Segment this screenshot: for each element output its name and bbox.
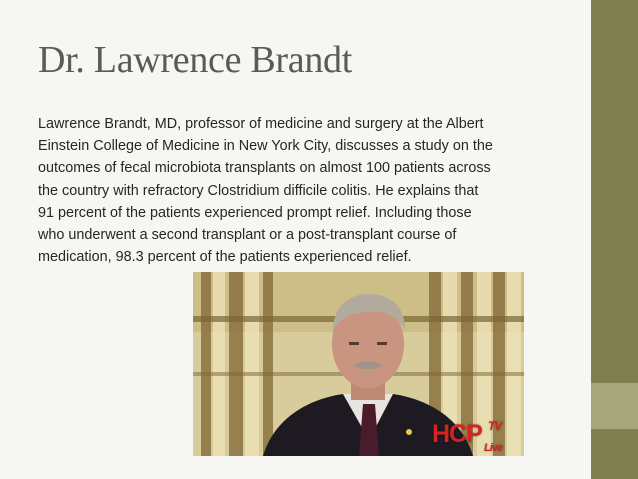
slide-title: Dr. Lawrence Brandt xyxy=(38,39,352,81)
slide-body-text xyxy=(38,113,568,268)
logo-tv-text: TV xyxy=(488,419,502,433)
logo-main-text: HCP xyxy=(432,420,482,448)
body-line: Einstein College of Medicine in New York City, discusses a study on the xyxy=(38,138,493,155)
decorative-side-bar xyxy=(591,0,638,479)
video-still-photo xyxy=(193,272,524,456)
body-line: 91 percent of the patients experienced prompt relief. Including those xyxy=(38,204,472,221)
hcp-live-tv-logo xyxy=(432,419,503,454)
body-line: outcomes of fecal microbiota transplants on almost 100 patients across xyxy=(38,160,491,177)
body-line: Lawrence Brandt, MD, professor of medicine and surgery at the Albert xyxy=(38,116,484,132)
side-bar-accent-block xyxy=(591,383,638,429)
body-line: medication, 98.3 percent of the patients experienced relief. xyxy=(38,249,412,266)
logo-live-text: Live xyxy=(484,442,503,454)
body-line: who underwent a second transplant or a post-transplant course of xyxy=(38,227,457,244)
body-line: the country with refractory Clostridium difficile colitis. He explains that xyxy=(38,182,479,199)
